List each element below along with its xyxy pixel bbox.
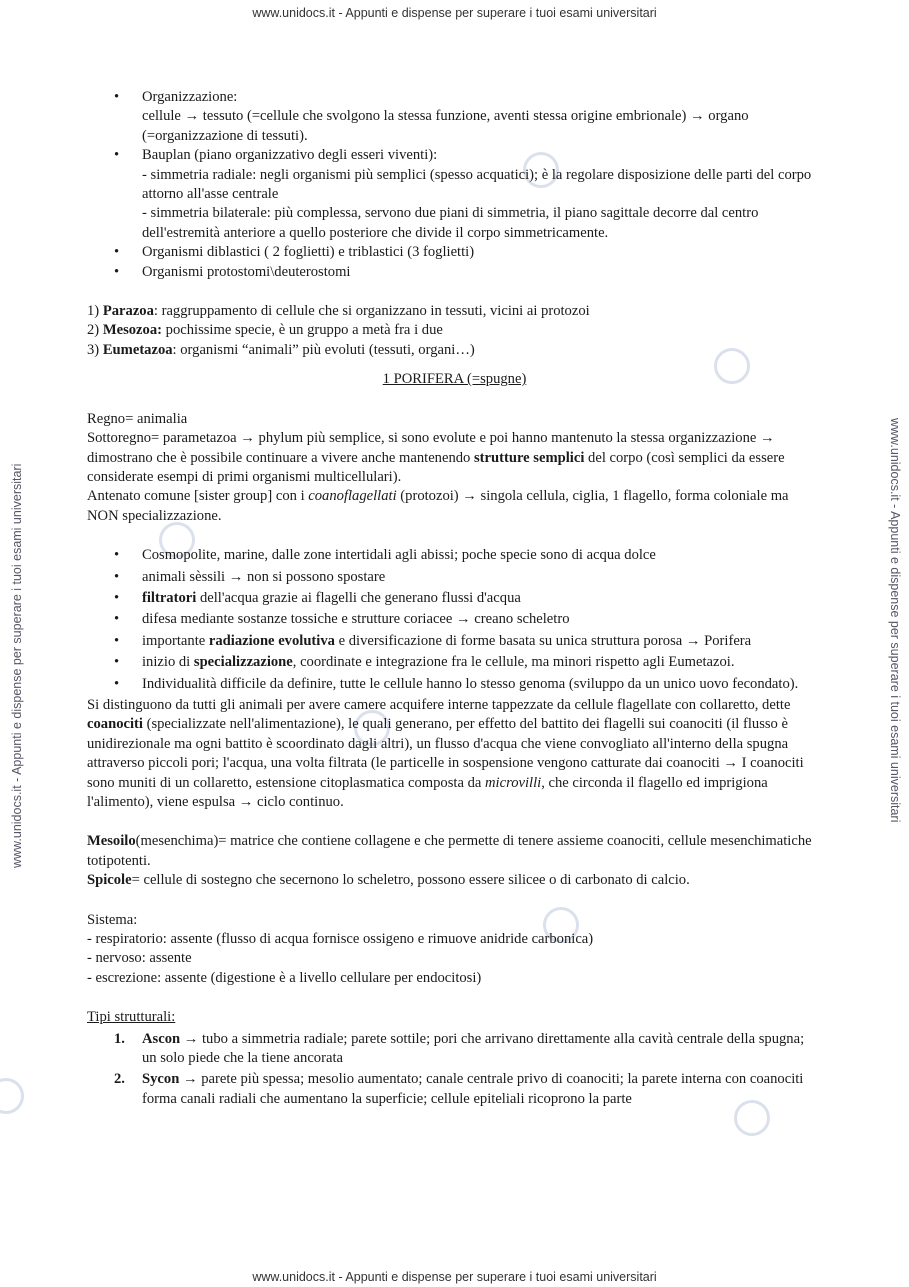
list-item: • Organizzazione: cellule → tessuto (=cellule che svolgono la stessa funzione, aventi stessa origine embrionale) → organo (=organizzazione di tessuti). bbox=[87, 88, 822, 146]
sistema-item: - nervoso: assente bbox=[87, 950, 192, 967]
list-item: • animali sèssili → non si possono spostare bbox=[87, 568, 822, 587]
list-item: • Individualità difficile da definire, tutte le cellule hanno lo stesso genoma (sviluppo da un unico uovo fecondato). bbox=[87, 675, 822, 694]
list-item: • inizio di specializzazione, coordinate e integrazione fra le cellule, ma minori rispetto agli Eumetazoi. bbox=[87, 653, 822, 672]
sistema-item: - escrezione: assente (digestione è a livello cellulare per endocitosi) bbox=[87, 969, 482, 986]
list-item: • Bauplan (piano organizzativo degli esseri viventi): - simmetria radiale: negli organismi più semplici (spesso acquatici); è la regolare disposizione delle parti del corpo attorno all'asse centrale - simmetria bilaterale: più complessa, servono due piani di simmetria, il piano sagittale decorre dal centro dell'estremità anteriore a quello posteriore che divide il corpo simmetricamente. bbox=[87, 146, 822, 243]
group-mesozoa: 2) Mesozoa: pochissime specie, è un gruppo a metà fra i due bbox=[87, 322, 443, 339]
section-title: 1 PORIFERA (=spugne) bbox=[382, 371, 527, 388]
list-item: • difesa mediante sostanze tossiche e strutture coriacee → creano scheletro bbox=[87, 610, 822, 629]
watermark-right: www.unidocs.it - Appunti e dispense per superare i tuoi esami universitari bbox=[888, 418, 902, 823]
list-item: 1. Ascon → tubo a simmetria radiale; parete sottile; pori che arrivano direttamente alla cavità centrale della spugna; un solo piede che la tiene ancorata bbox=[114, 1030, 805, 1067]
list-item: • Organismi protostomi\deuterostomi bbox=[87, 263, 822, 282]
document-body bbox=[87, 88, 822, 1109]
watermark-top: www.unidocs.it - Appunti e dispense per superare i tuoi esami universitari bbox=[252, 6, 657, 20]
list-item: • Organismi diblastici ( 2 foglietti) e triblastici (3 foglietti) bbox=[87, 243, 822, 262]
list-item: 2. Sycon → parete più spessa; mesolio aumentato; canale centrale privo di coanociti; la parete interna con coanociti forma canali radiali che aumentano la superficie; cellule epiteliali ricoprono la parte bbox=[114, 1071, 804, 1107]
features-list bbox=[87, 546, 822, 694]
spicole-paragraph: Spicole= cellule di sostegno che secernono lo scheletro, possono essere silicee o di carbonato di calcio. bbox=[87, 872, 690, 889]
intro-list bbox=[87, 88, 822, 282]
list-item: • importante radiazione evolutiva e diversificazione di forme basata su unica struttura porosa → Porifera bbox=[87, 632, 822, 651]
group-eumetazoa: 3) Eumetazoa: organismi “animali” più evoluti (tessuti, organi…) bbox=[87, 341, 475, 358]
list-item: • Cosmopolite, marine, dalle zone intertidali agli abissi; poche specie sono di acqua dolce bbox=[87, 546, 822, 565]
sistema-title: Sistema: bbox=[87, 911, 138, 928]
antenato-paragraph: Antenato comune [sister group] con i coanoflagellati (protozoi) → singola cellula, ciglia, 1 flagello, forma coloniale ma NON specializzazione. bbox=[87, 488, 789, 524]
coanociti-paragraph: Si distinguono da tutti gli animali per avere camere acquifere interne tappezzate da cellule flagellate con collaretto, dette coanociti (specializzate nell'alimentazione), le quali generano, per effetto del battito dei flagelli sui coanociti (il flusso è unidirezionale ma ogni battito è scoordinato dagli altri), un flusso d'acqua che viene convogliato all'interno della spugna attraverso piccoli pori; l'acqua, una volta filtrata (le particelle in sospensione vengono catturate dai coanociti → I coanociti sono muniti di un collaretto, estensione citoplasmatica composta da microvilli, che circonda il flagello ed imprigiona l'alimento), viene espulsa → ciclo continuo. bbox=[87, 696, 804, 810]
tipi-list bbox=[87, 1030, 822, 1110]
watermark-bottom: www.unidocs.it - Appunti e dispense per superare i tuoi esami universitari bbox=[252, 1270, 657, 1284]
list-item: • filtratori dell'acqua grazie ai flagelli che generano flussi d'acqua bbox=[87, 589, 822, 608]
mesoilo-paragraph: Mesoilo(mesenchima)= matrice che contiene collagene e che permette di tenere assieme coanociti, cellule mesenchimatiche totipotenti. bbox=[87, 833, 812, 869]
group-parazoa: 1) Parazoa: raggruppamento di cellule che si organizzano in tessuti, vicini ai protozoi bbox=[87, 303, 590, 320]
tipi-title: Tipi strutturali: bbox=[87, 1009, 176, 1026]
sistema-item: - respiratorio: assente (flusso di acqua fornisce ossigeno e rimuove anidride carbonica) bbox=[87, 931, 594, 948]
sottoregno-paragraph: Sottoregno= parametazoa → phylum più semplice, si sono evolute e poi hanno mantenuto la stessa organizzazione → dimostrano che è possibile continuare a vivere anche mantenendo strutture semplici del corpo (così semplici da essere considerate esempi di primi organismi multicellulari). bbox=[87, 430, 785, 485]
regno-line: Regno= animalia bbox=[87, 410, 188, 427]
watermark-left: www.unidocs.it - Appunti e dispense per superare i tuoi esami universitari bbox=[10, 463, 24, 868]
watermark-logo-icon bbox=[0, 1078, 24, 1114]
